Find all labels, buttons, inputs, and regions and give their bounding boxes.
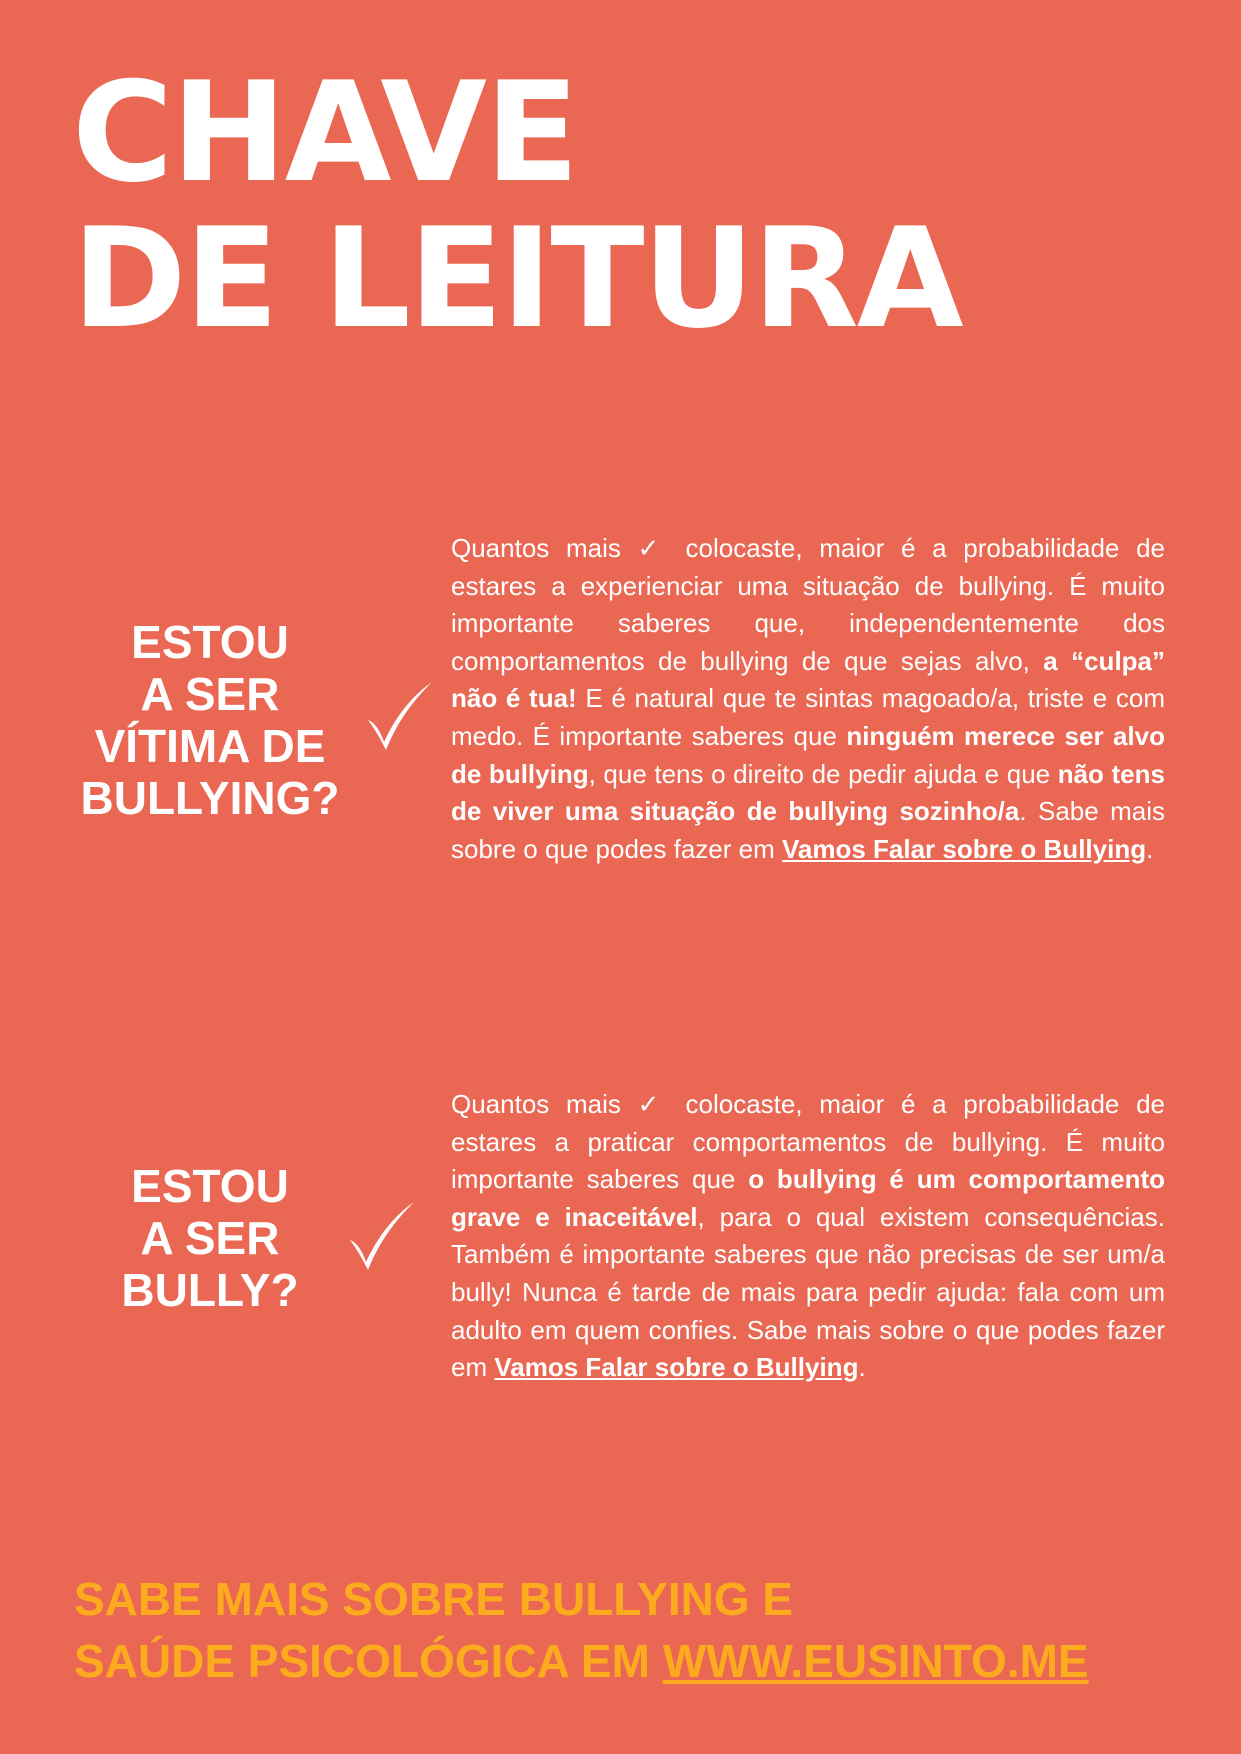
eusinto-link[interactable]: WWW.EUSINTO.ME <box>662 1635 1089 1687</box>
page-title <box>72 52 962 359</box>
vamos-falar-link-2[interactable]: Vamos Falar sobre o Bullying <box>494 1352 859 1383</box>
vamos-falar-link-1[interactable]: Vamos Falar sobre o Bullying <box>781 833 1147 864</box>
checkmark-icon <box>346 1200 418 1272</box>
footer-cta <box>74 1568 1089 1692</box>
question-victim: ESTOU A SER VÍTIMA DE BULLYING? <box>80 616 340 824</box>
footer-line-1: SABE MAIS SOBRE BULLYING E <box>74 1573 794 1625</box>
victim-paragraph: Quantos mais ✓ colocaste, maior é a probabilidade de estares a experienciar uma situação de bullying. É muito importante saberes que, independentemente dos comportamentos de bullying de que sejas alvo, a “culpa” não é tua! E é natural que te sintas magoado/a, triste e com medo. É importante saberes que ninguém merece ser alvo de bullying, que tens o direito de pedir ajuda e que não tens de viver uma situação de bullying sozinho/a. Sabe mais sobre o que podes fazer em Vamos Falar sobre o Bullying. <box>451 533 1166 864</box>
footer-line-2: SAÚDE PSICOLÓGICA EM WWW.EUSINTO.ME <box>74 1635 1089 1687</box>
title-line-2: DE LEITURA <box>72 198 962 359</box>
question-bully: ESTOU A SER BULLY? <box>121 1160 299 1316</box>
checkmark-icon <box>364 680 436 752</box>
title-line-1: CHAVE <box>72 52 578 213</box>
bully-paragraph: Quantos mais ✓ colocaste, maior é a probabilidade de estares a praticar comportamentos de bullying. É muito importante saberes que o bullying é um comportamento grave e inaceitável, para o qual existem consequências. Também é importante saberes que não precisas de ser um/a bully! Nunca é tarde de mais para pedir ajuda: fala com um adulto em quem confies. Sabe mais sobre o que podes fazer em Vamos Falar sobre o Bullying. <box>451 1089 1166 1383</box>
